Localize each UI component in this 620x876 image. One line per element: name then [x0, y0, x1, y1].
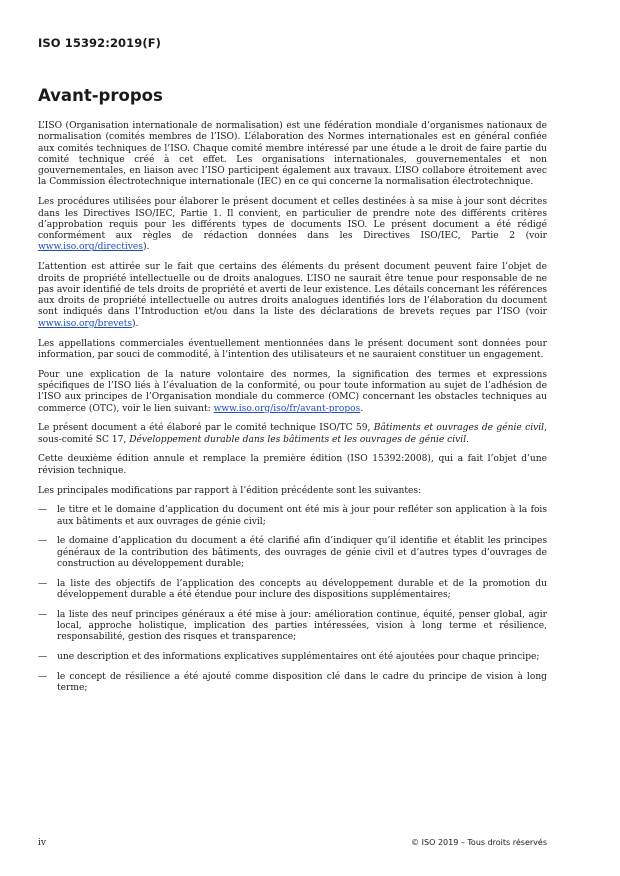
paragraph-procedures: Les procédures utilisées pour élaborer le présent document et celles destinées à sa mise à jour sont décrites dans les Directives ISO/IEC, Partie 1. Il convient, en particulier de prendre note des différents critères d’approbation requis pour les différents types de documents ISO. Le présent document a été rédigé conformément aux règles de rédaction données dans les Directives ISO/IEC, Partie 2 (voir www.iso.org/directives). [38, 197, 547, 253]
list-item: — le titre et le domaine d’application du document ont été mis à jour pour refléter son application à la fois aux bâtiments et aux ouvrages de génie civil; [38, 505, 547, 527]
page-title: Avant-propos [38, 86, 163, 105]
list-item: — la liste des objectifs de l’application des concepts au développement durable et de la promotion du développement durable a été étendue pour inclure des dispositions supplémentaires; [38, 578, 547, 601]
patents-link[interactable]: www.iso.org/brevets [38, 318, 133, 329]
bullet-dash: — [38, 505, 48, 516]
list-item: — le concept de résilience a été ajouté comme disposition clé dans le cadre du principe de vision à long terme; [38, 672, 547, 694]
committee-title: Bâtiments et ouvrages de génie civil [373, 423, 545, 434]
changes-list [38, 505, 547, 694]
bullet-dash: — [38, 536, 48, 547]
page-number: iv [38, 838, 46, 848]
paragraph-edition: Cette deuxième édition annule et remplace la première édition (ISO 15392:2008), qui a fait l’objet d’une révision technique. [38, 454, 547, 476]
copyright-notice: © ISO 2019 – Tous droits réservés [411, 838, 547, 847]
bullet-dash: — [38, 609, 48, 620]
paragraph-patents: L’attention est attirée sur le fait que certains des éléments du présent document peuvent faire l’objet de droits de propriété intellectuelle ou de droits analogues. L’ISO ne saurait être tenue pour responsable de ne pas avoir identifié de tels droits de propriété et averti de leur existence. Les détails concernant les références aux droits de propriété intellectuelle ou autres droits analogues identifiés lors de l’élaboration du document sont indiqués dans l’Introduction et/ou dans la liste des déclarations de brevets reçues par l’ISO (voir www.iso.org/brevets). [38, 262, 547, 329]
list-item: — le domaine d’application du document a été clarifié afin d’indiquer qu’il identifie et établit les principes généraux de la contribution des bâtiments, des ouvrages de génie civil et d’autres types d’ouvrages de construction au développement durable; [38, 536, 547, 569]
body-text [38, 121, 547, 703]
bullet-dash: — [38, 652, 48, 663]
bullet-dash: — [38, 672, 48, 683]
paragraph-iso-intro: L’ISO (Organisation internationale de normalisation) est une fédération mondiale d’organismes nationaux de normalisation (comités membres de l’ISO). L’élaboration des Normes internationales est en général confiée aux comités techniques de l’ISO. Chaque comité membre intéressé par une étude a le droit de faire partie du comité technique créé à cet effet. Les organisations internationales, gouvernementales et non gouvernementales, en liaison avec l’ISO participent également aux travaux. L’ISO collabore étroitement avec la Commission électrotechnique internationale (IEC) en ce qui concerne la normalisation électrotechnique. [38, 121, 547, 188]
document-code: ISO 15392:2019(F) [38, 36, 162, 50]
subcommittee-title: Développement durable dans les bâtiments et les ouvrages de génie civil [129, 434, 467, 445]
paragraph-changes-intro: Les principales modifications par rapport à l’édition précédente sont les suivantes: [38, 485, 422, 496]
paragraph-trade-names: Les appellations commerciales éventuellement mentionnées dans le présent document sont données pour information, par souci de commodité, à l’intention des utilisateurs et ne sauraient constituer un engagement. [38, 338, 547, 360]
directives-link[interactable]: www.iso.org/directives [38, 242, 143, 253]
paragraph-voluntary-nature: Pour une explication de la nature volontaire des normes, la signification des termes et expressions spécifiques de l’ISO liés à l’évaluation de la conformité, ou pour toute information au sujet de l’adhésion de l’ISO aux principes de l’Organisation mondiale du commerce (OMC) concernant les obstacles techniques au commerce (OTC), voir le lien suivant: www.iso.org/iso/fr/avant-propos. [38, 369, 547, 414]
list-item: — une description et des informations explicatives supplémentaires ont été ajoutées pour chaque principe; [38, 652, 540, 663]
foreword-link[interactable]: www.iso.org/iso/fr/avant-propos [213, 403, 361, 414]
paragraph-committee: Le présent document a été élaboré par le comité technique ISO/TC 59, Bâtiments et ouvrages de génie civil, sous-comité SC 17, Développement durable dans les bâtiments et les ouvrages de génie civil. [38, 423, 547, 445]
bullet-dash: — [38, 578, 48, 589]
list-item: — la liste des neuf principes généraux a été mise à jour: amélioration continue, équité, penser global, agir local, approche holistique, implication des parties intéressées, vision à long terme et résilience, responsabilité, gestion des risques et transparence; [38, 609, 547, 643]
